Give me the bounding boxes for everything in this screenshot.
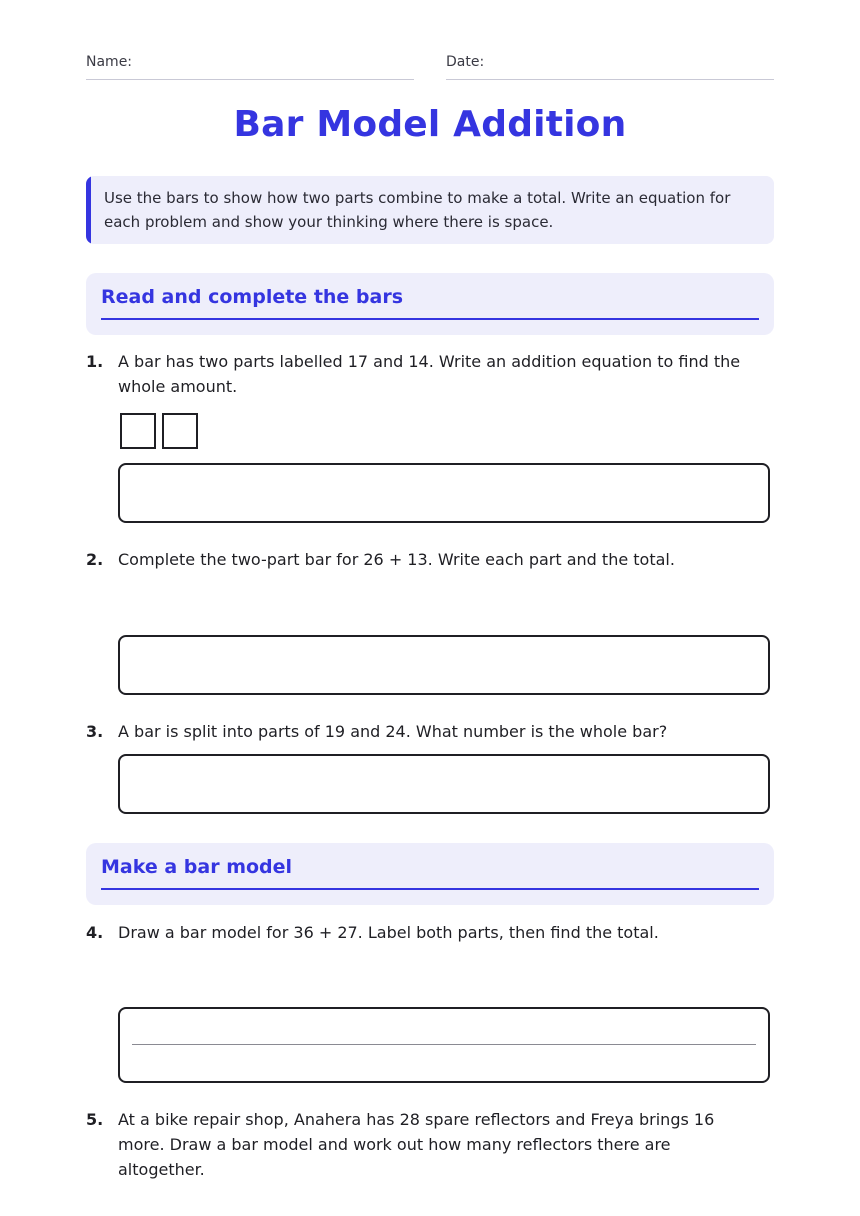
- bar-part-box[interactable]: [120, 413, 156, 449]
- question-text: A bar has two parts labelled 17 and 14. Write an addition equation to find the whole amount.: [118, 352, 741, 396]
- section-title: Make a bar model: [101, 856, 293, 878]
- question-text: Complete the two-part bar for 26 + 13. Write each part and the total.: [118, 550, 675, 569]
- question-text: Draw a bar model for 36 + 27. Label both parts, then find the total.: [118, 923, 659, 942]
- name-label: Name:: [86, 54, 133, 70]
- date-field[interactable]: [446, 54, 774, 80]
- answer-box-1[interactable]: [118, 463, 770, 523]
- date-label: Date:: [446, 54, 485, 70]
- section-rule: [101, 318, 759, 320]
- section-header-make-bar-model: [86, 843, 774, 905]
- instructions-panel: [86, 176, 774, 244]
- section-rule: [101, 888, 759, 890]
- question-text: A bar is split into parts of 19 and 24. What number is the whole bar?: [118, 722, 668, 741]
- page-title: Bar Model Addition: [233, 104, 627, 145]
- name-field[interactable]: [86, 54, 414, 80]
- instructions-accent-bar: [86, 176, 91, 244]
- instructions-text: Use the bars to show how two parts combine to make a total. Write an equation for each problem and show your thinking where there is space.: [104, 189, 731, 231]
- answer-box-3[interactable]: [118, 754, 770, 814]
- question-number: 2.: [86, 550, 104, 569]
- answer-box-4[interactable]: [118, 1007, 770, 1083]
- answer-box-2[interactable]: [118, 635, 770, 695]
- question-number: 3.: [86, 722, 104, 741]
- section-title: Read and complete the bars: [101, 286, 404, 308]
- question-number: 4.: [86, 923, 104, 942]
- question-number: 5.: [86, 1110, 104, 1129]
- question-number: 1.: [86, 352, 104, 371]
- header-fields: [86, 54, 774, 80]
- question-text: At a bike repair shop, Anahera has 28 spare reflectors and Freya brings 16 more. Draw a bar model and work out how many reflectors there are altogether.: [118, 1110, 715, 1179]
- answer-writing-line: [132, 1044, 756, 1045]
- bar-part-box[interactable]: [162, 413, 198, 449]
- section-header-read-complete: [86, 273, 774, 335]
